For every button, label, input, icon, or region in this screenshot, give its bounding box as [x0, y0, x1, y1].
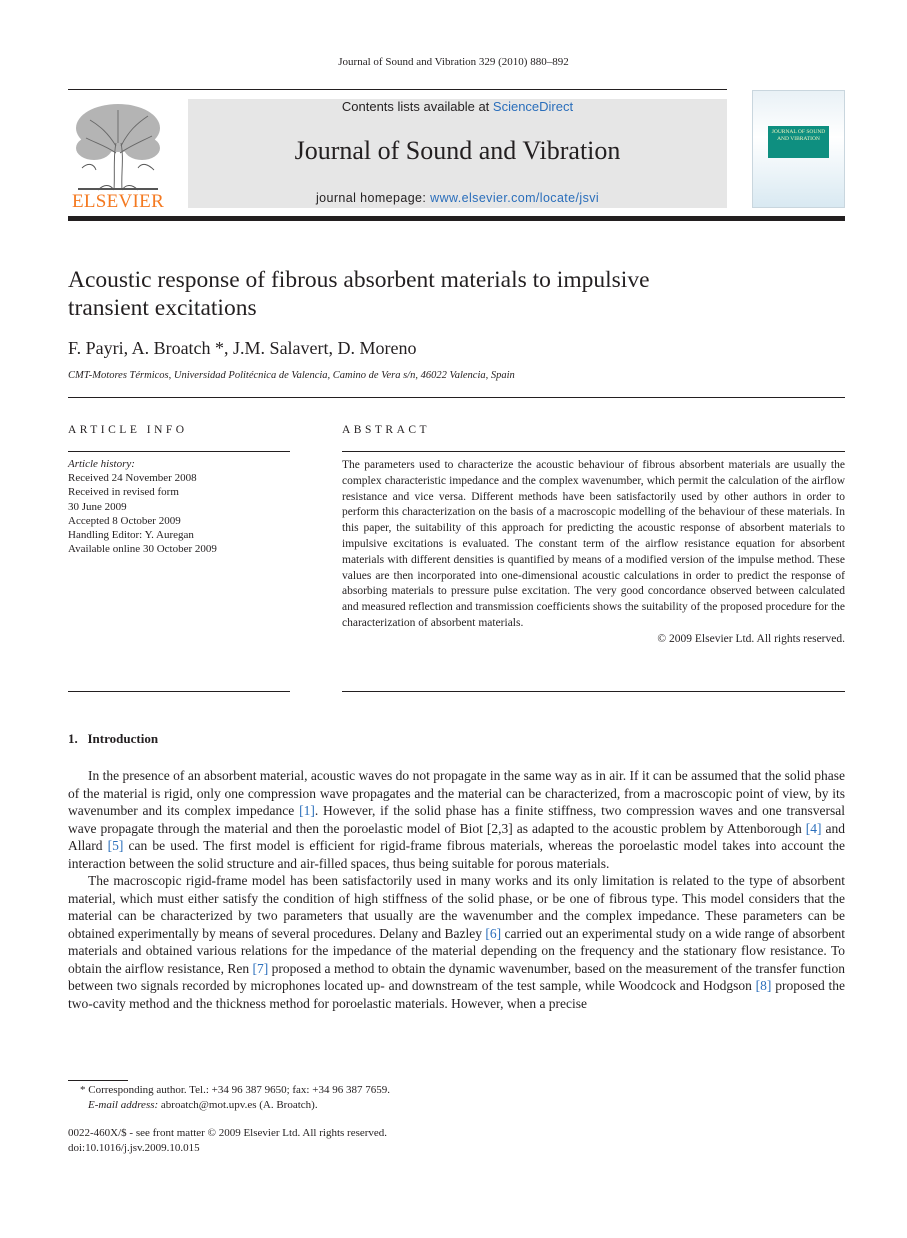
header-rule: [68, 89, 727, 90]
divider: [68, 397, 845, 398]
introduction-body: [68, 767, 845, 1012]
history-label: Article history:: [68, 458, 135, 470]
history-item: Accepted 8 October 2009: [68, 514, 181, 527]
journal-name: Journal of Sound and Vibration: [294, 136, 621, 165]
contents-line: [188, 99, 727, 114]
homepage-prefix: journal homepage:: [315, 191, 431, 205]
history-item: 30 June 2009: [68, 500, 127, 513]
journal-citation: Journal of Sound and Vibration 329 (2010) 880–892: [338, 56, 569, 68]
reference-link[interactable]: [4]: [805, 820, 822, 836]
reference-link[interactable]: [8]: [755, 978, 772, 993]
paragraph: The macroscopic rigid-frame model has been satisfactorily used in many works and its only limitation is related to the type of absorbent material, which must either satisfy the condition of high stiffness of the solid phase, or be one of fibrous type. This model considers that the material can be characterized by two parameters that usually are the wavenumber and the complex impedance. These parameters can be obtained experimentally by means of several procedures. Delany and Bazley [6] carried out an experimental study on a wide range of absorbent materials and obtained various relations for the impedance of the material depending on the frequency and the stationary flow resistance. To obtain the airflow resistance, Ren [7] proposed a method to obtain the dynamic wavenumber, based on the measurement of the transfer function between two signals recorded by microphones located up- and downstream of the test sample, while Woodcock and Hodgson [8] proposed the two-cavity method and the thickness method for poroelastic materials. However, when a precise: [68, 873, 846, 1011]
article-info-heading: ARTICLE INFO: [68, 424, 188, 436]
email-label: E-mail address:: [88, 1099, 159, 1111]
reference-link[interactable]: [1]: [299, 803, 315, 818]
abstract-bottom-rule: [342, 691, 845, 692]
reference-link[interactable]: [5]: [107, 838, 124, 853]
history-item: Handling Editor: Y. Auregan: [68, 529, 194, 542]
footnotes: [68, 1083, 390, 1113]
sciencedirect-link[interactable]: ScienceDirect: [492, 99, 574, 114]
corresponding-author-note: * Corresponding author. Tel.: +34 96 387 9650; fax: +34 96 387 7659.: [80, 1084, 390, 1096]
reference-link[interactable]: [7]: [252, 960, 269, 976]
homepage-link[interactable]: www.elsevier.com/locate/jsvi: [430, 191, 600, 205]
header-thick-rule: [68, 216, 845, 221]
history-item: Received 24 November 2008: [68, 472, 197, 485]
cover-title-box: JOURNAL OF SOUND AND VIBRATION: [768, 126, 829, 158]
issn-line: 0022-460X/$ - see front matter © 2009 Elsevier Ltd. All rights reserved.: [68, 1127, 388, 1139]
abstract-rule: [342, 451, 845, 452]
email-address[interactable]: abroatch@mot.upv.es (A. Broatch).: [158, 1099, 318, 1111]
contents-prefix: Contents lists available at: [341, 99, 493, 114]
paragraph: In the presence of an absorbent material, acoustic waves do not propagate in the same way as in air. If it can be assumed that the solid phase of the material is rigid, only one compression wave propagates and the material can be characterized, from a macroscopic point of view, by its wavenumber and its complex impedance [1]. However, if the solid phase has a finite stiffness, two compression waves and one transversal wave propagate through the material and then the poroelastic model of Biot [2,3] as adapted to the acoustic problem by Attenborough [4] and Allard [5] can be used. The first model is efficient for rigid-frame fibrous materials, whereas the poroelastic model takes into account the interaction between the solid structure and air-filled spaces, thus being suitable for porous materials.: [68, 768, 845, 871]
reference-link[interactable]: [6]: [485, 925, 502, 941]
journal-homepage: [188, 191, 727, 205]
doi-line[interactable]: doi:10.1016/j.jsv.2009.10.015: [68, 1142, 200, 1154]
author-list: F. Payri, A. Broatch *, J.M. Salavert, D. Moreno: [68, 338, 417, 358]
affiliation: CMT-Motores Térmicos, Universidad Politécnica de Valencia, Camino de Vera s/n, 46022 Valencia, Spain: [68, 370, 515, 381]
abstract-copyright: © 2009 Elsevier Ltd. All rights reserved.: [657, 632, 845, 645]
article-history: [68, 457, 217, 556]
article-title: Acoustic response of fibrous absorbent materials to impulsive transient excitations: [68, 267, 650, 321]
section-heading-introduction: 1. Introduction: [68, 731, 159, 746]
publisher-logo-text: ELSEVIER: [71, 191, 165, 212]
abstract-text: The parameters used to characterize the acoustic behaviour of fibrous absorbent materials are usually the complex characteristic impedance and the complex wavenumber, which permit the calculation of the airflow resistance and vice versa. Different methods have been satisfactorily used by other authors in order to perform this characterization on the basis of a macroscopic modelling of the behaviour of these materials. In this paper, the suitability of this approach for predicting the acoustic response of absorbent materials to impulsive excitations is evaluated. The constant term of the airflow resistance equation for absorbent materials with different densities is quantified by means of a modified version of the impulse method. These values are then incorporated into one-dimensional acoustic calculations in order to predict the response of absorbing materials to pressure pulse excitation. The very good concordance observed between calculated and measured reflection and transmission coefficients shows the suitability of the proposed procedure for the characterization of absorbent materials.: [342, 459, 845, 629]
abstract-body: [342, 458, 845, 648]
email-note: [68, 1098, 390, 1113]
history-item: Available online 30 October 2009: [68, 543, 217, 556]
abstract-heading: ABSTRACT: [342, 424, 431, 436]
history-item: Received in revised form: [68, 486, 179, 499]
front-matter: [68, 1126, 387, 1156]
article-info-rule: [68, 451, 290, 452]
article-info-bottom-rule: [68, 691, 290, 692]
footnote-rule: [68, 1080, 128, 1081]
